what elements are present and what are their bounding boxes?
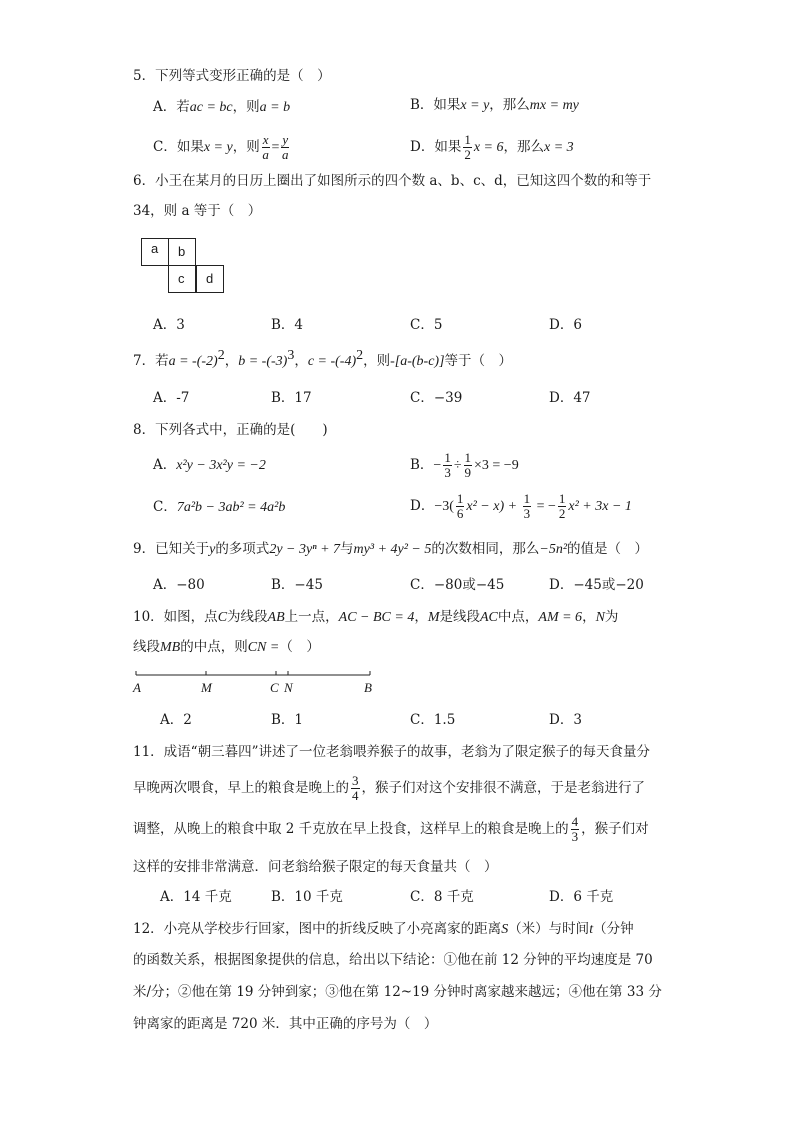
calendar-cell-b: b [168,238,196,266]
q9-option-d: D．−45或−20 [549,577,644,593]
q7-option-b: B．17 [271,390,312,406]
q12-stem-line3: 米/分；②他在第 19 分钟到家；③他在第 12~19 分钟时离家越来越远；④他在第 33 分 [133,984,662,1000]
q10-option-c: C．1.5 [410,712,456,728]
q11-stem-line4: 这样的安排非常满意．问老翁给猴子限定的每天食量共（ ） [133,859,498,875]
calendar-cell-a: a [141,238,169,266]
q11-stem-line2: 早晚两次喂食，早上的粮食是晚上的 $\frac{3}{4}$ ，猴子们对这个安排很不满意，于是老翁进行了 [133,773,645,803]
label-n: N [284,680,293,695]
q5-option-d: D．如果 $\frac{1}{2}$ x = 6，那么x = 3 [410,132,574,162]
label-b: B [364,680,372,695]
q12-stem-line1: 12．小亮从学校步行回家，图中的折线反映了小亮离家的距离S（米）与时间t（分钟 [133,921,634,937]
q11-stem-line1: 11．成语“朝三暮四”讲述了一位老翁喂养猴子的故事，老翁为了限定猴子的每天食量分 [133,744,650,760]
q5-option-c: C．如果x = y，则 $\frac{x}{a}$ = $\frac{y}{a}$ [153,132,289,162]
q10-stem-line2: 线段MB的中点，则CN =（ ） [133,639,320,655]
q11-option-a: A．14 千克 [160,889,232,905]
q5-option-b: B．如果x = y，那么mx = my [410,97,579,113]
q10-stem-line1: 10．如图，点C为线段AB上一点，AC − BC = 4，M是线段AC中点，AM = 6，N为 [133,609,619,625]
q9-stem: 9．已知关于y的多项式2y − 3yⁿ + 7与my³ + 4y² − 5的次数相同，那么−5n²的值是（ ） [133,541,649,557]
q9-option-b: B．−45 [271,577,323,593]
q12-stem-line2: 的函数关系，根据图象提供的信息，给出以下结论：①他在前 12 分钟的平均速度是 70 [133,952,653,968]
calendar-cell-c: c [168,265,196,293]
q8-option-b: B．− $\frac{1}{3}$ ÷ $\frac{1}{9}$ ×3 = −9 [410,450,519,480]
q11-option-d: D．6 千克 [549,889,614,905]
q6-option-c: C．5 [410,317,443,333]
label-c: C [270,680,279,695]
q8-option-a: A．x²y − 3x²y = −2 [153,457,266,473]
label-m: M [201,680,212,695]
label-a: A [133,680,141,695]
q7-option-d: D．47 [549,390,591,406]
calendar-figure [141,238,231,298]
q6-option-d: D．6 [549,317,582,333]
calendar-cell-d: d [196,265,224,293]
q7-option-a: A．-7 [153,390,190,406]
q10-option-a: A．2 [160,712,192,728]
q10-option-d: D．3 [549,712,582,728]
q6-stem-line1: 6．小王在某月的日历上圈出了如图所示的四个数 a、b、c、d，已知这四个数的和等于 [133,173,652,189]
q5-option-a: A．若ac = bc，则a = b [153,99,291,115]
q6-option-a: A．3 [153,317,185,333]
q9-option-a: A．−80 [153,577,205,593]
q8-option-d: D．−3( $\frac{1}{6}$ x² − x) + $\frac{1}{3}$ = − $\frac{1}{2}$ x² + 3x − 1 [410,491,632,521]
q11-stem-line3: 调整，从晚上的粮食中取 2 千克放在早上投食，这样早上的粮食是晚上的 $\frac{4}{3}$ ，猴子们对 [133,814,649,844]
q5-stem: 5．下列等式变形正确的是（ ） [133,68,331,84]
q6-stem-line2: 34，则 a 等于（ ） [133,203,262,219]
q11-option-b: B．10 千克 [271,889,343,905]
q10-option-b: B．1 [271,712,304,728]
q8-option-c: C．7a²b − 3ab² = 4a²b [153,499,286,515]
q9-option-c: C．−80或−45 [410,577,505,593]
q11-option-c: C．8 千克 [410,889,474,905]
q7-option-c: C．−39 [410,390,463,406]
q8-stem: 8．下列各式中，正确的是( ) [133,422,328,438]
q7-stem: 7．若$a = -(-2)^2$，$b = -(-3)^3$，$c = -(-4)^2$，则-[a-(b-c)]等于（ ） [133,348,513,369]
q12-stem-line4: 钟离家的距离是 720 米．其中正确的序号为（ ） [133,1016,438,1032]
q6-option-b: B．4 [271,317,304,333]
segment-figure [130,666,380,686]
